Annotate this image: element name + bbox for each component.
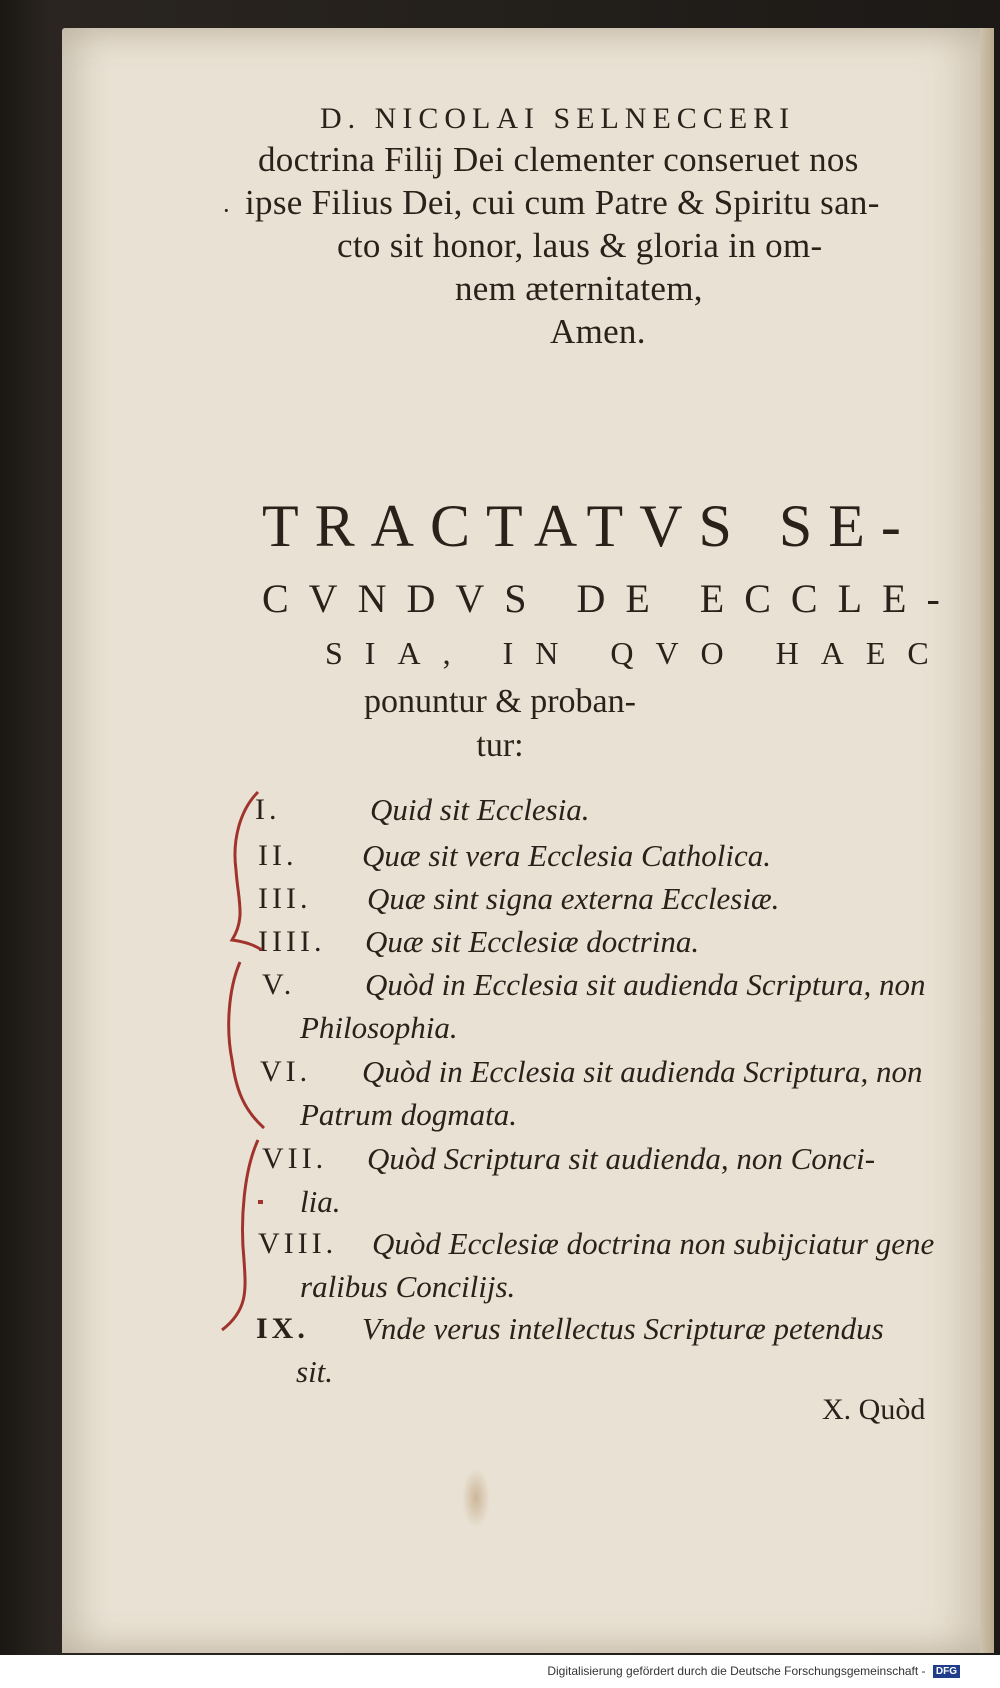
item-text: Quòd Ecclesiæ doctrina non subijciatur gene bbox=[372, 1226, 935, 1261]
treatise-title-line-1: TRACTATVS SE- bbox=[262, 493, 917, 559]
item-text: Quid sit Ecclesia. bbox=[370, 792, 590, 827]
catchword: X. Quòd bbox=[822, 1393, 926, 1426]
opening-line-4: nem æternitatem, bbox=[455, 269, 703, 308]
opening-line-5: Amen. bbox=[550, 312, 646, 351]
item-text: Quæ sit Ecclesiæ doctrina. bbox=[365, 924, 700, 959]
item-number: IIII. bbox=[258, 925, 326, 958]
item-number: IX. bbox=[256, 1312, 309, 1345]
treatise-title-line-4: ponuntur & proban- bbox=[364, 683, 636, 720]
opening-line-3: cto sit honor, laus & gloria in om- bbox=[337, 226, 823, 265]
item-text-continued: Philosophia. bbox=[300, 1010, 458, 1045]
item-number: III. bbox=[258, 882, 312, 915]
credit-text: Digitalisierung gefördert durch die Deutsche Forschungsgemeinschaft - bbox=[547, 1664, 926, 1678]
running-head: D. NICOLAI SELNECCERI bbox=[320, 102, 796, 135]
bracket-2 bbox=[229, 962, 264, 1128]
item-text: Quòd Scriptura sit audienda, non Conci- bbox=[367, 1141, 876, 1176]
bracket-3 bbox=[222, 1140, 258, 1330]
bracket-1 bbox=[232, 792, 262, 950]
item-text: Quòd in Ecclesia sit audienda Scriptura, non bbox=[365, 967, 926, 1002]
item-number: VIII. bbox=[258, 1227, 338, 1260]
item-number: I. bbox=[255, 793, 281, 826]
margin-dot: · bbox=[222, 196, 231, 225]
treatise-title-line-3: SIA, IN QVO HAEC bbox=[325, 635, 951, 671]
item-text-continued: ralibus Concilijs. bbox=[300, 1269, 516, 1304]
dfg-logo: DFG bbox=[933, 1665, 960, 1678]
item-number: V. bbox=[262, 968, 296, 1001]
item-text-continued: lia. bbox=[300, 1184, 341, 1219]
item-text: Vnde verus intellectus Scripturæ petendus bbox=[362, 1311, 884, 1346]
item-text-continued: Patrum dogmata. bbox=[300, 1097, 517, 1132]
opening-line-1: doctrina Filij Dei clementer conseruet nos bbox=[258, 140, 859, 179]
item-text-continued: sit. bbox=[296, 1354, 334, 1389]
treatise-title-line-2: CVNDVS DE ECCLE- bbox=[262, 576, 960, 621]
opening-line-2: ipse Filius Dei, cui cum Patre & Spiritu san- bbox=[245, 183, 880, 222]
item-text: Quòd in Ecclesia sit audienda Scriptura, non bbox=[362, 1054, 923, 1089]
red-mark bbox=[258, 1200, 263, 1204]
item-number: VI. bbox=[260, 1055, 312, 1088]
item-number: II. bbox=[258, 839, 298, 872]
item-number: VII. bbox=[262, 1142, 328, 1175]
item-text: Quæ sit vera Ecclesia Catholica. bbox=[362, 838, 771, 873]
digitization-credit bbox=[547, 1664, 960, 1678]
treatise-title-line-5: tur: bbox=[476, 727, 524, 764]
item-text: Quæ sint signa externa Ecclesiæ. bbox=[367, 881, 780, 916]
